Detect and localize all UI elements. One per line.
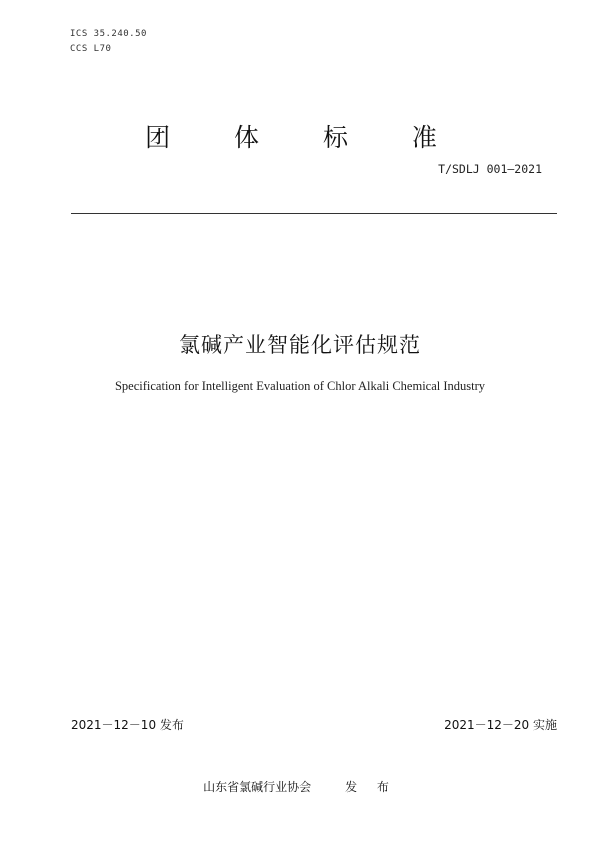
header-divider [71,213,557,214]
issuer-line [0,778,600,795]
issuer-name: 山东省氯碱行业协会 [203,780,312,794]
standard-number: T/SDLJ 001—2021 [438,162,542,176]
implementation-date: 2021－12－20 实施 [444,718,557,732]
standard-type-heading: 团 体 标 准 [145,123,465,152]
ccs-code: CCS L70 [70,44,112,54]
publish-date: 2021－12－10 发布 [71,718,184,732]
document-title-english: Specification for Intelligent Evaluation of Chlor Alkali Chemical Industry [114,379,486,393]
ics-code: ICS 35.240.50 [70,29,147,39]
issue-label: 发 布 [345,780,397,794]
document-title-chinese: 氯碱产业智能化评估规范 [179,333,421,357]
